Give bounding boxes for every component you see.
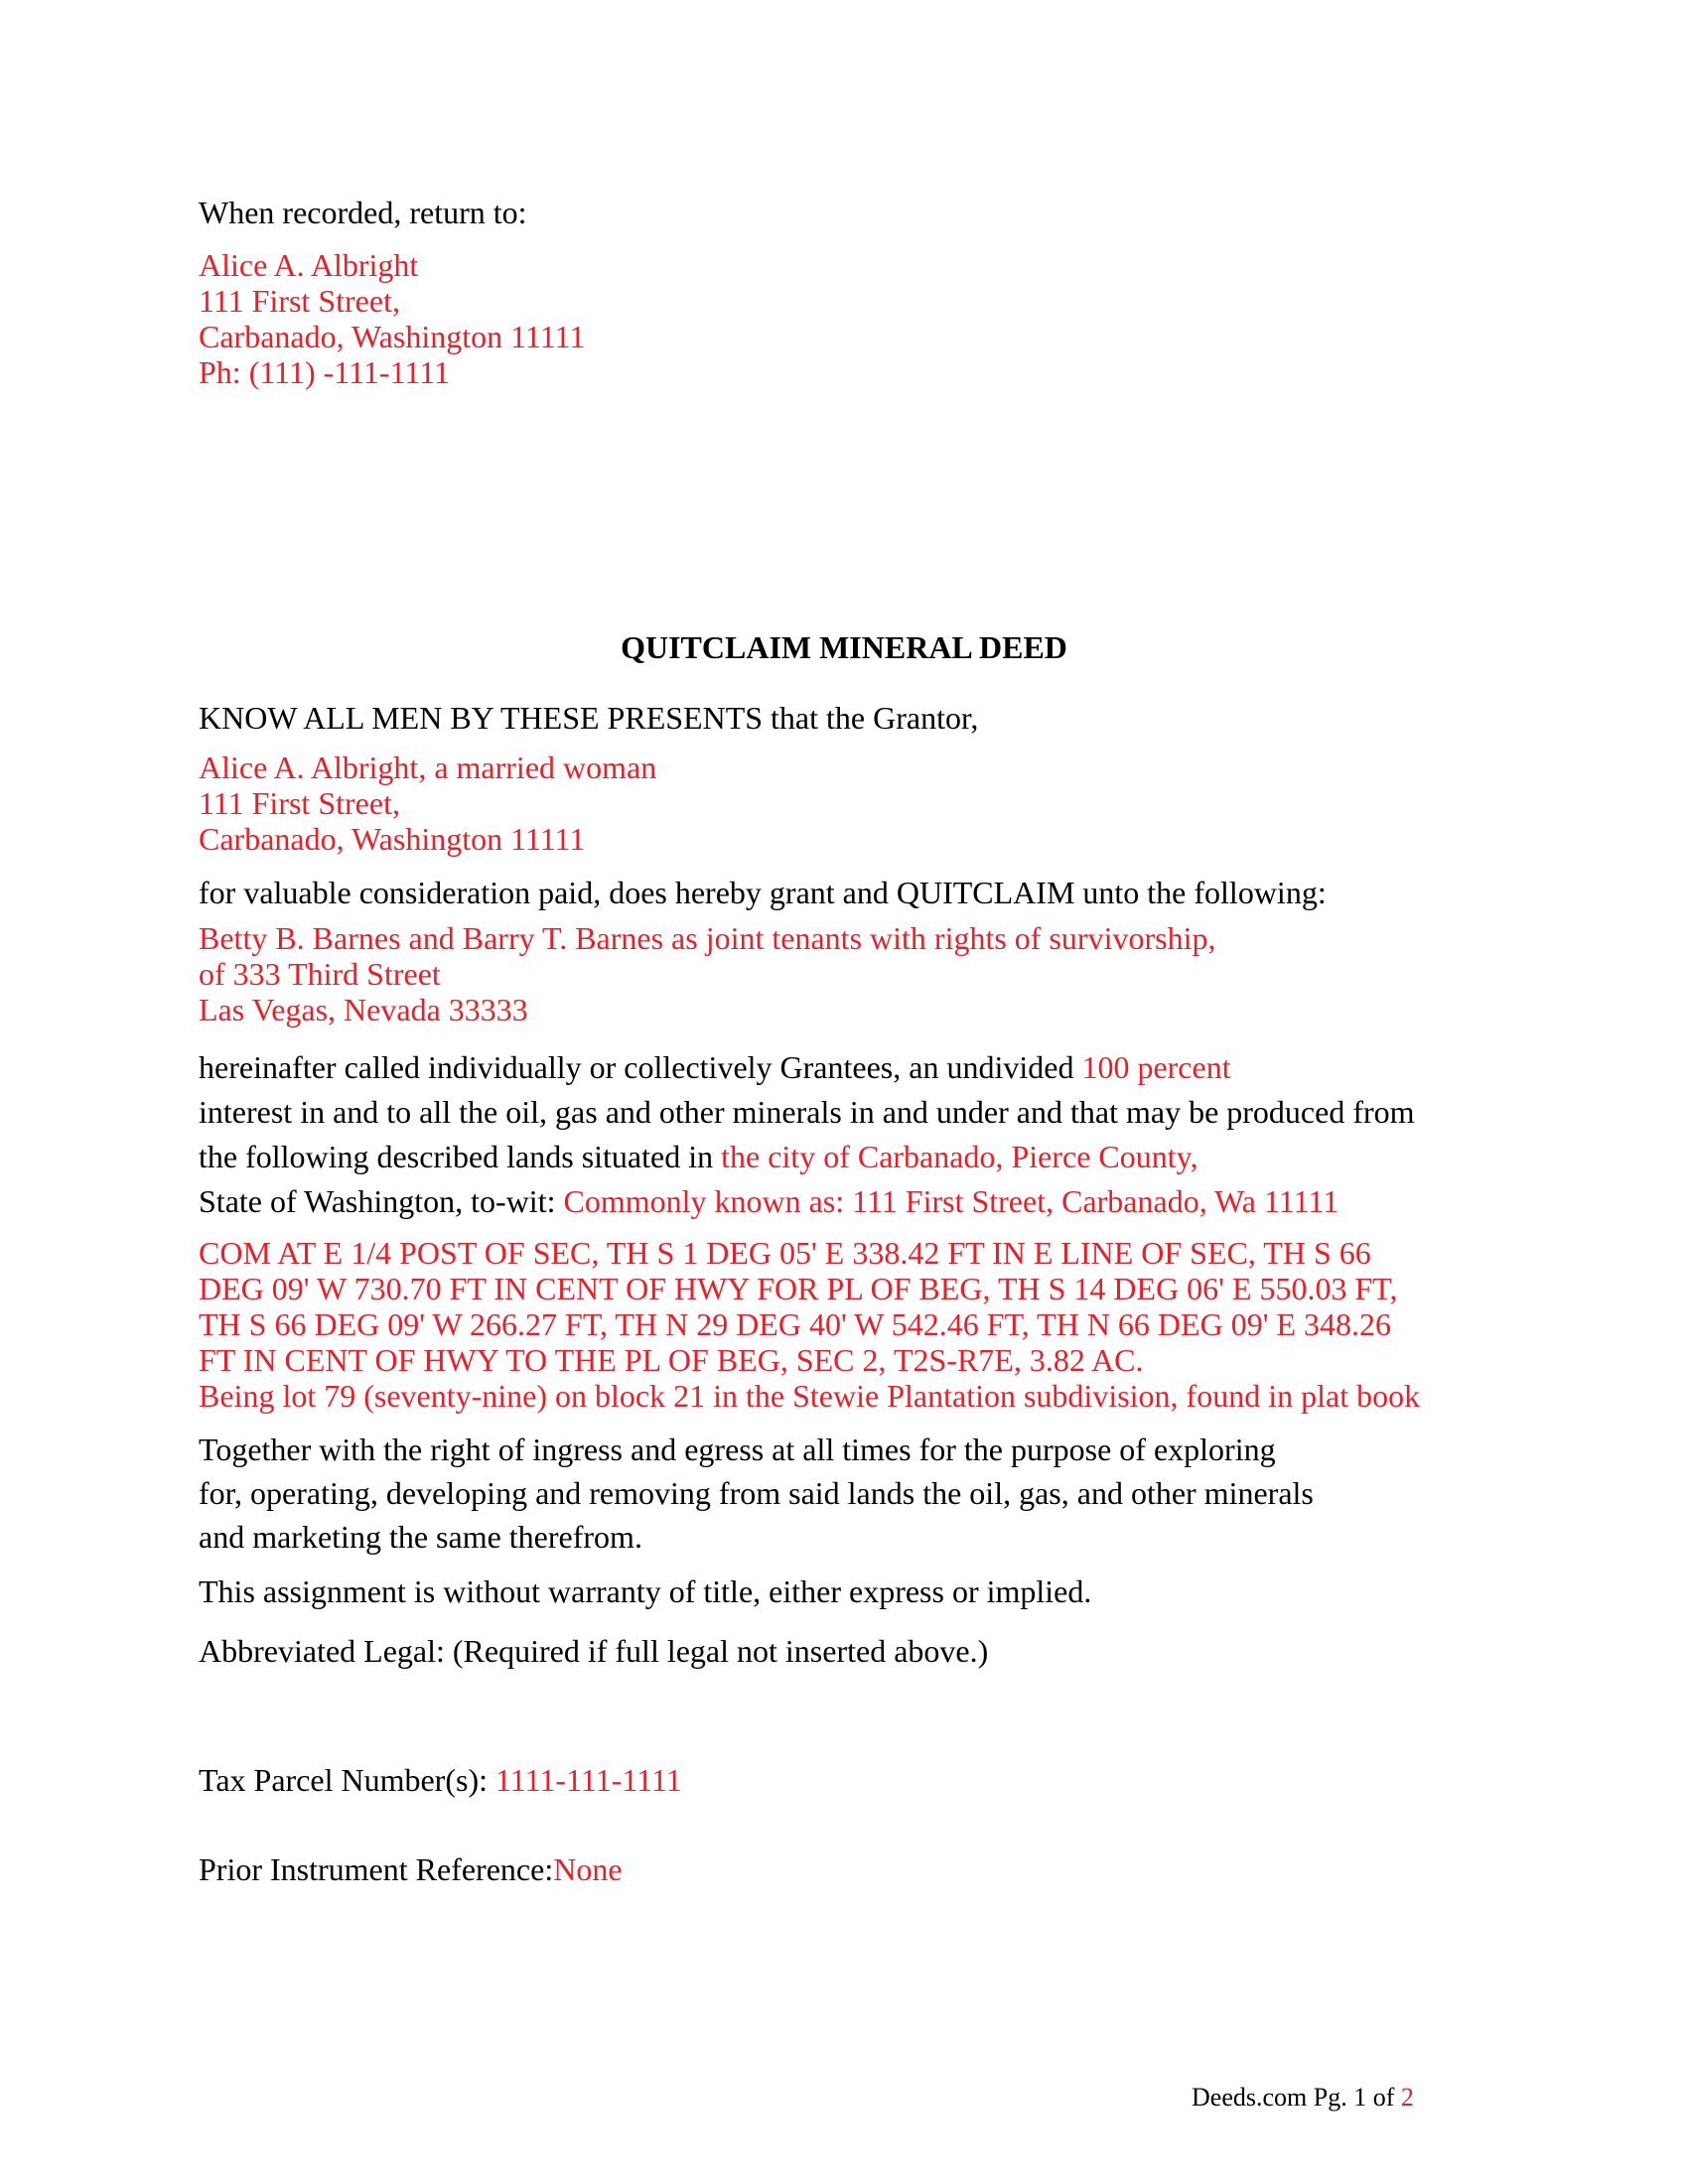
- grant-line-3-text: the following described lands situated in: [199, 1139, 722, 1174]
- return-to-label: When recorded, return to:: [199, 195, 527, 230]
- prior-reference-label: Prior Instrument Reference:: [199, 1851, 554, 1887]
- abbreviated-legal: Abbreviated Legal: (Required if full legal not inserted above.): [199, 1633, 989, 1669]
- together-paragraph: [199, 1428, 1314, 1559]
- grantor-street: 111 First Street,: [199, 785, 400, 821]
- interest-percent: 100 percent: [1081, 1049, 1231, 1085]
- return-to-phone: Ph: (111) -111-1111: [199, 354, 450, 390]
- grant-line-3: [199, 1135, 1415, 1179]
- grantor-city: Carbanado, Washington 11111: [199, 821, 586, 857]
- return-to-city: Carbanado, Washington 11111: [199, 319, 586, 354]
- consideration-text: for valuable consideration paid, does hereby grant and QUITCLAIM unto the following:: [199, 875, 1327, 910]
- together-line: and marketing the same therefrom.: [199, 1519, 642, 1555]
- legal-line: FT IN CENT OF HWY TO THE PL OF BEG, SEC 2, T2S-R7E, 3.82 AC.: [199, 1342, 1144, 1378]
- tax-parcel-value: 1111-111-1111: [494, 1762, 682, 1798]
- grantee-names: Betty B. Barnes and Barry T. Barnes as joint tenants with rights of survivorship,: [199, 920, 1216, 956]
- legal-line: Being lot 79 (seventy-nine) on block 21 in the Stewie Plantation subdivision, found in plat book: [199, 1378, 1421, 1414]
- page-footer: [1192, 2083, 1414, 2113]
- return-to-street: 111 First Street,: [199, 283, 400, 319]
- prior-reference-value: None: [553, 1851, 623, 1887]
- footer-total-pages: 2: [1400, 2083, 1414, 2112]
- return-to-address: [199, 247, 585, 390]
- legal-line: DEG 09' W 730.70 FT IN CENT OF HWY FOR PL OF BEG, TH S 14 DEG 06' E 550.03 FT,: [199, 1271, 1398, 1306]
- grant-line-1: [199, 1045, 1415, 1090]
- legal-description: [199, 1235, 1420, 1414]
- grantee-street: of 333 Third Street: [199, 956, 441, 992]
- together-line: for, operating, developing and removing from said lands the oil, gas, and other minerals: [199, 1475, 1314, 1511]
- legal-line: COM AT E 1/4 POST OF SEC, TH S 1 DEG 05' E 338.42 FT IN E LINE OF SEC, TH S 66: [199, 1235, 1371, 1271]
- grant-line-2: interest in and to all the oil, gas and other minerals in and under and that may be produced from: [199, 1094, 1415, 1130]
- grantee-city: Las Vegas, Nevada 33333: [199, 992, 528, 1027]
- grantor-name: Alice A. Albright, a married woman: [199, 750, 657, 785]
- grant-line-4-text: State of Washington, to-wit:: [199, 1183, 564, 1219]
- commonly-known-as: Commonly known as: 111 First Street, Carbanado, Wa 11111: [563, 1183, 1339, 1219]
- property-location: the city of Carbanado, Pierce County,: [721, 1139, 1198, 1174]
- tax-parcel: [199, 1762, 682, 1799]
- tax-parcel-label: Tax Parcel Number(s):: [199, 1762, 495, 1798]
- grantor-block: [199, 750, 656, 857]
- footer-brand: Deeds.com: [1192, 2083, 1308, 2112]
- footer-page-text: Pg. 1 of: [1307, 2083, 1401, 2112]
- grantee-block: [199, 920, 1215, 1027]
- warranty-text: This assignment is without warranty of title, either express or implied.: [199, 1573, 1092, 1609]
- legal-line: TH S 66 DEG 09' W 266.27 FT, TH N 29 DEG 40' W 542.46 FT, TH N 66 DEG 09' E 348.26: [199, 1306, 1391, 1342]
- grant-paragraph: [199, 1045, 1415, 1224]
- intro-text: KNOW ALL MEN BY THESE PRESENTS that the Grantor,: [199, 700, 979, 736]
- together-line: Together with the right of ingress and egress at all times for the purpose of exploring: [199, 1432, 1276, 1467]
- grant-line-1-text: hereinafter called individually or collectively Grantees, an undivided: [199, 1049, 1082, 1085]
- grant-line-4: [199, 1179, 1415, 1224]
- document-title: QUITCLAIM MINERAL DEED: [621, 629, 1067, 665]
- return-to-name: Alice A. Albright: [199, 247, 419, 283]
- prior-instrument-reference: [199, 1851, 623, 1888]
